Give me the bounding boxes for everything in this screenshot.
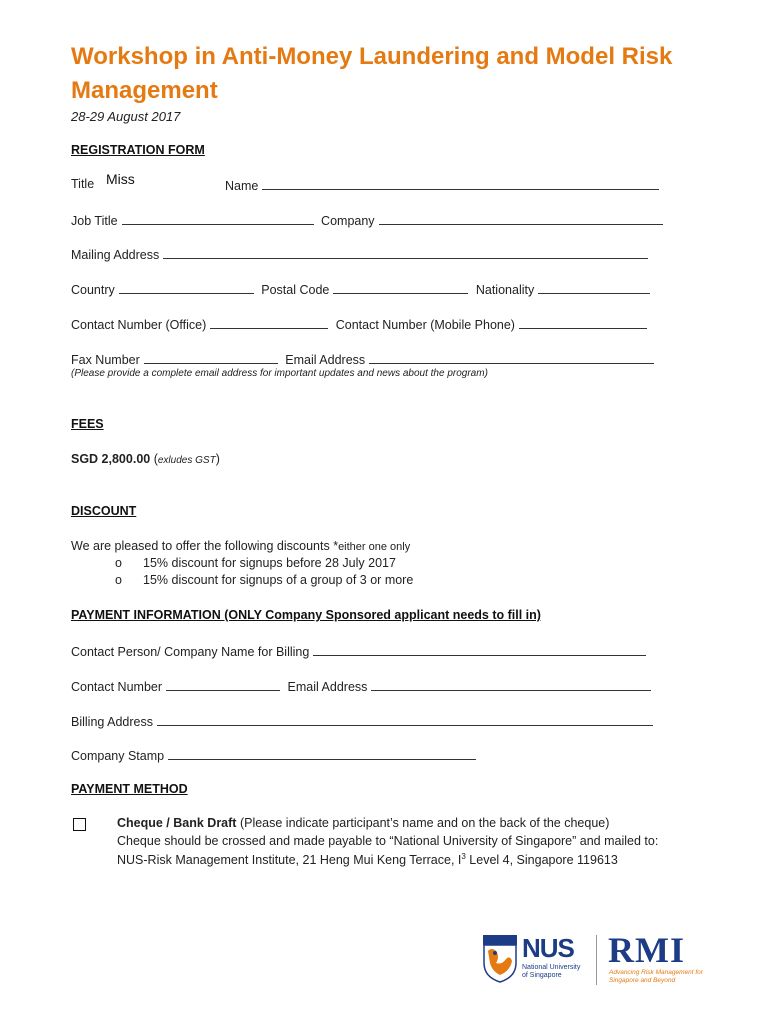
fax-input-line[interactable] — [144, 351, 278, 364]
contact-office-label: Contact Number (Office) — [71, 318, 207, 332]
fees-amount-row — [71, 452, 220, 466]
discount-heading: DISCOUNT — [71, 504, 137, 518]
postal-code-input-line[interactable] — [333, 281, 468, 294]
job-title-input-line[interactable] — [122, 212, 314, 225]
contact-mobile-label: Contact Number (Mobile Phone) — [335, 318, 515, 332]
billing-contact-number-input-line[interactable] — [166, 678, 280, 691]
nus-crest-icon — [482, 933, 518, 983]
cheque-option-title: Cheque / Bank Draft — [117, 816, 237, 830]
title-label: Title — [71, 177, 95, 191]
contact-office-input-line[interactable] — [210, 316, 328, 329]
payment-method-heading: PAYMENT METHOD — [71, 782, 188, 796]
mailing-address-row — [71, 246, 652, 262]
email-note: (Please provide a complete email address for important updates and news about the program) — [71, 368, 488, 379]
name-field[interactable] — [225, 177, 663, 193]
cheque-checkbox[interactable] — [73, 818, 86, 831]
bullet-icon: o — [115, 556, 122, 570]
mailing-address-b: Level 4, Singapore 119613 — [465, 853, 618, 868]
registration-heading: REGISTRATION FORM — [71, 143, 205, 157]
discount-item-text: 15% discount for signups of a group of 3 or more — [143, 573, 414, 587]
company-stamp-input-line[interactable] — [168, 747, 476, 760]
company-stamp-label: Company Stamp — [71, 749, 165, 763]
payment-info-heading: PAYMENT INFORMATION (ONLY Company Sponsored applicant needs to fill in) — [71, 608, 541, 622]
mailing-address-input-line[interactable] — [163, 246, 648, 259]
name-label: Name — [225, 179, 259, 193]
title-value[interactable]: Miss — [106, 171, 135, 187]
footer-logos — [482, 930, 704, 989]
country-input-line[interactable] — [119, 281, 254, 294]
contact-mobile-input-line[interactable] — [519, 316, 647, 329]
page-title: Workshop in Anti-Money Laundering and Model Risk Management — [71, 43, 673, 104]
country-label: Country — [71, 283, 115, 297]
title-field[interactable] — [71, 177, 94, 191]
fees-paren-close: ) — [215, 452, 220, 466]
postal-code-label: Postal Code — [261, 283, 330, 297]
discount-intro-text: We are pleased to offer the following discounts * — [71, 539, 339, 553]
country-row — [71, 281, 654, 297]
billing-contact-row — [71, 678, 655, 694]
billing-email-label: Email Address — [287, 680, 368, 694]
email-input-line[interactable] — [369, 351, 654, 364]
name-input-line[interactable] — [262, 177, 659, 190]
contact-number-row — [71, 316, 651, 332]
rmi-logo-text: RMI — [608, 930, 685, 970]
discount-item — [115, 573, 413, 587]
billing-address-label: Billing Address — [71, 715, 153, 729]
mailing-address-a: NUS-Risk Management Institute, 21 Heng Mui Keng Terrace, I — [117, 853, 462, 868]
discount-intro — [71, 539, 410, 553]
company-stamp-row — [71, 747, 480, 763]
fees-amount: SGD 2,800.00 — [71, 452, 151, 466]
discount-intro-small: either one only — [338, 541, 411, 553]
billing-email-input-line[interactable] — [371, 678, 651, 691]
billing-address-row — [71, 713, 657, 729]
discount-item-text: 15% discount for signups before 28 July 2017 — [143, 556, 396, 570]
company-input-line[interactable] — [379, 212, 663, 225]
bullet-icon: o — [115, 573, 122, 587]
cheque-option — [117, 816, 609, 830]
contact-person-label: Contact Person/ Company Name for Billing — [71, 645, 310, 659]
mailing-instructions — [117, 852, 618, 867]
mailing-address-label: Mailing Address — [71, 248, 160, 262]
fax-email-row — [71, 351, 658, 367]
fees-heading: FEES — [71, 417, 104, 431]
mailing-address-sup: 3 — [461, 852, 466, 861]
discount-item — [115, 556, 396, 570]
fax-label: Fax Number — [71, 353, 140, 367]
company-label: Company — [321, 214, 375, 228]
billing-contact-number-label: Contact Number — [71, 680, 163, 694]
contact-person-input-line[interactable] — [313, 643, 646, 656]
job-title-label: Job Title — [71, 214, 118, 228]
billing-address-input-line[interactable] — [157, 713, 653, 726]
cheque-option-note: (Please indicate participant’s name and on the back of the cheque) — [236, 816, 610, 830]
nus-logo-text: NUS — [522, 933, 574, 963]
logo-divider — [596, 935, 597, 985]
workshop-date: 28-29 August 2017 — [71, 109, 181, 124]
fees-gst-note: exludes GST — [157, 455, 216, 466]
billing-contact-person-row — [71, 643, 650, 659]
nationality-input-line[interactable] — [538, 281, 650, 294]
rmi-logo-subtext: Advancing Risk Management for Singapore and Beyond — [609, 969, 703, 984]
nationality-label: Nationality — [475, 283, 535, 297]
email-label: Email Address — [285, 353, 366, 367]
cheque-instructions: Cheque should be crossed and made payable to “National University of Singapore” and mailed to: — [117, 834, 659, 848]
fees-paren-open: ( — [153, 452, 158, 466]
job-company-row — [71, 212, 667, 228]
nus-logo-subtext: National University of Singapore — [522, 964, 581, 979]
